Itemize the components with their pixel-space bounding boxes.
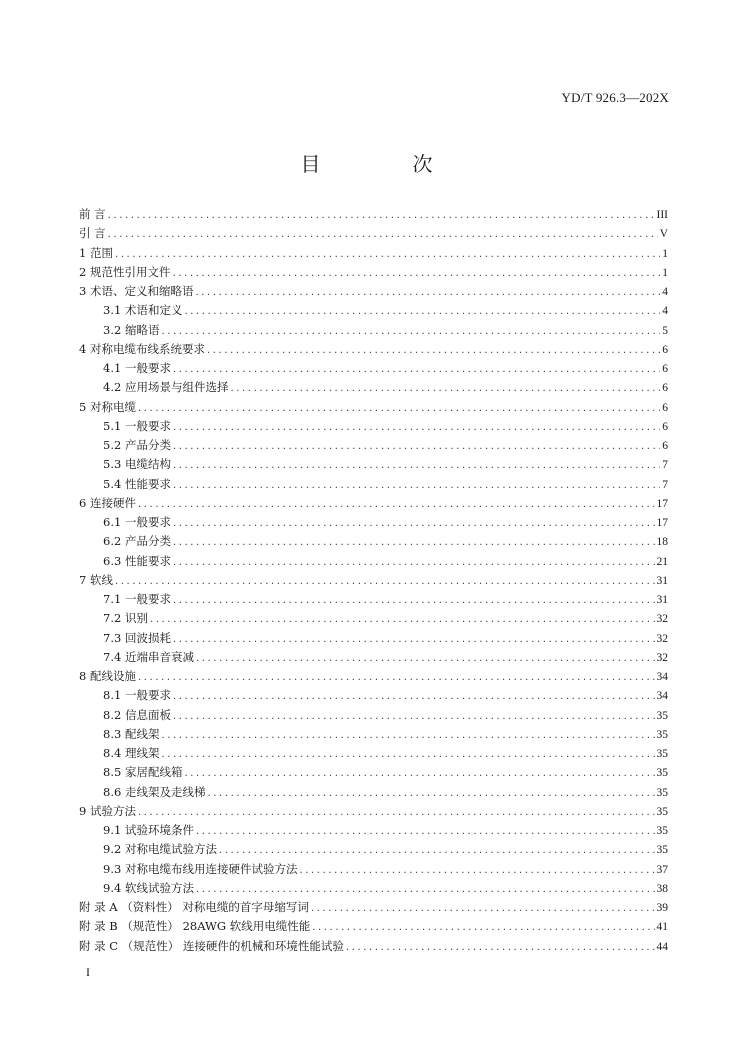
- toc-entry[interactable]: [79, 783, 668, 802]
- toc-leader-dots: [173, 553, 655, 572]
- toc-entry-page: 6: [662, 420, 668, 433]
- toc-entry-label: 6.3 性能要求: [103, 553, 171, 568]
- toc-entry-page: 37: [656, 863, 668, 876]
- toc-leader-dots: [196, 880, 655, 899]
- toc-leader-dots: [173, 533, 655, 552]
- toc-leader-dots: [115, 572, 655, 591]
- toc-leader-dots: [346, 938, 655, 957]
- toc-leader-dots: [150, 610, 655, 629]
- toc-entry-label: 8.1 一般要求: [103, 688, 171, 703]
- toc-entry-label: 8.4 理线架: [103, 746, 160, 760]
- toc-leader-dots: [184, 302, 660, 321]
- toc-entry-page: 17: [656, 497, 668, 510]
- toc-entry-label: 7.3 回波损耗: [103, 630, 171, 645]
- toc-entry-page: 7: [662, 478, 668, 491]
- toc-entry[interactable]: [79, 840, 668, 859]
- toc-entry-page: 6: [662, 343, 668, 356]
- toc-entry[interactable]: [79, 706, 668, 725]
- toc-entry-label: 3.2 缩略语: [103, 322, 160, 337]
- toc-leader-dots: [196, 822, 655, 841]
- toc-entry-page: 35: [656, 844, 668, 857]
- page-number: I: [86, 965, 90, 979]
- toc-entry-page: 5: [662, 324, 668, 337]
- toc-entry-page: 32: [656, 632, 668, 645]
- toc-entry[interactable]: [79, 667, 668, 686]
- toc-entry-page: 32: [656, 651, 668, 664]
- toc-leader-dots: [138, 668, 655, 687]
- toc-entry[interactable]: [79, 475, 668, 494]
- toc-entry-label: 7 软线: [79, 572, 113, 587]
- toc-entry-label: 9.1 试验环境条件: [103, 823, 194, 837]
- toc-entry[interactable]: [79, 648, 668, 667]
- toc-entry-page: V: [659, 228, 668, 241]
- toc-leader-dots: [184, 764, 654, 783]
- toc-entry-label: 3 术语、定义和缩略语: [79, 284, 194, 298]
- toc-leader-dots: [108, 225, 658, 244]
- toc-leader-dots: [312, 918, 654, 937]
- toc-entry-page: 35: [656, 825, 668, 837]
- toc-entry[interactable]: [79, 571, 668, 590]
- toc-entry[interactable]: [79, 725, 668, 744]
- toc-entry-page: 31: [656, 594, 668, 606]
- toc-entry-label: 引 言: [79, 226, 106, 241]
- toc-leader-dots: [138, 399, 660, 418]
- toc-entry[interactable]: [79, 879, 668, 898]
- toc-entry-page: 38: [656, 882, 668, 895]
- toc-entry-label: 1 范围: [79, 245, 113, 260]
- toc-entry[interactable]: [79, 590, 668, 609]
- toc-entry-page: 35: [656, 786, 668, 799]
- toc-entry[interactable]: [79, 340, 668, 359]
- toc-entry-page: 1: [662, 247, 668, 260]
- toc-entry-page: 6: [662, 440, 668, 452]
- toc-entry[interactable]: [79, 359, 668, 378]
- toc-leader-dots: [195, 283, 660, 302]
- toc-leader-dots: [173, 360, 660, 379]
- toc-entry-page: 21: [656, 555, 668, 568]
- toc-entry[interactable]: [79, 436, 668, 455]
- toc-entry[interactable]: [79, 513, 668, 532]
- toc-entry[interactable]: [79, 205, 668, 224]
- toc-entry-label: 4.1 一般要求: [103, 361, 171, 375]
- toc-entry-page: 34: [656, 671, 668, 683]
- toc-entry-page: 35: [656, 728, 668, 741]
- toc-leader-dots: [207, 341, 660, 360]
- toc-entry-label: 7.2 识别: [103, 611, 148, 626]
- toc-entry-label: 前 言: [79, 207, 106, 221]
- toc-entry-page: 32: [656, 613, 668, 626]
- toc-entry[interactable]: [79, 860, 668, 879]
- toc-entry-page: 35: [656, 748, 668, 760]
- toc-entry[interactable]: [79, 898, 668, 917]
- toc-entry[interactable]: [79, 321, 668, 340]
- toc-entry-page: 41: [656, 921, 668, 934]
- toc-entry-page: 34: [656, 690, 668, 703]
- toc-entry-page: 18: [656, 536, 668, 549]
- document-code: YD/T 926.3—202X: [561, 90, 669, 105]
- toc-entry-page: 17: [656, 517, 668, 529]
- toc-entry[interactable]: [79, 552, 668, 571]
- toc-leader-dots: [173, 418, 660, 437]
- toc-entry[interactable]: [79, 821, 668, 840]
- toc-leader-dots: [196, 649, 655, 668]
- toc-entry[interactable]: [79, 224, 668, 243]
- toc-leader-dots: [173, 437, 660, 456]
- toc-leader-dots: [161, 745, 654, 764]
- table-of-contents: [79, 205, 668, 956]
- toc-leader-dots: [108, 206, 655, 225]
- toc-leader-dots: [173, 591, 655, 610]
- toc-entry[interactable]: [79, 301, 668, 320]
- toc-entry-page: 35: [656, 767, 668, 780]
- toc-entry-label: 4.2 应用场景与组件选择: [103, 380, 229, 395]
- toc-entry-page: 7: [662, 459, 668, 472]
- toc-entry-page: III: [656, 209, 668, 221]
- toc-entry[interactable]: [79, 937, 668, 956]
- toc-entry-label: 9 试验方法: [79, 803, 136, 818]
- toc-entry-label: 8.6 走线架及走线梯: [103, 784, 206, 799]
- toc-entry-label: 7.1 一般要求: [103, 592, 171, 606]
- toc-leader-dots: [161, 322, 660, 341]
- toc-entry[interactable]: [79, 455, 668, 474]
- toc-entry-label: 附 录 A （资料性） 对称电缆的首字母缩写词: [79, 900, 309, 914]
- toc-leader-dots: [172, 264, 660, 283]
- toc-entry-page: 6: [662, 401, 668, 414]
- toc-entry[interactable]: [79, 917, 668, 936]
- toc-entry-page: 6: [662, 382, 668, 395]
- toc-leader-dots: [138, 495, 655, 514]
- toc-entry-page: 39: [656, 902, 668, 914]
- toc-leader-dots: [161, 726, 654, 745]
- toc-entry-page: 44: [656, 940, 668, 953]
- toc-entry[interactable]: [79, 494, 668, 513]
- toc-entry-label: 5.3 电缆结构: [103, 457, 171, 472]
- toc-entry[interactable]: [79, 744, 668, 763]
- toc-leader-dots: [173, 687, 655, 706]
- toc-entry[interactable]: [79, 609, 668, 628]
- toc-entry[interactable]: [79, 802, 668, 821]
- toc-entry-label: 2 规范性引用文件: [79, 264, 171, 279]
- toc-entry-label: 4 对称电缆布线系统要求: [79, 341, 205, 356]
- toc-entry-label: 5.1 一般要求: [103, 418, 171, 433]
- toc-leader-dots: [173, 456, 660, 475]
- toc-entry[interactable]: [79, 244, 668, 263]
- toc-entry[interactable]: [79, 282, 668, 301]
- toc-entry-page: 31: [656, 574, 668, 587]
- toc-entry[interactable]: [79, 378, 668, 397]
- toc-entry-label: 附 录 B （规范性） 28AWG 软线用电缆性能: [79, 919, 311, 934]
- toc-entry-label: 6.2 产品分类: [103, 534, 171, 549]
- toc-leader-dots: [311, 899, 655, 918]
- toc-entry-label: 8 配线设施: [79, 669, 136, 683]
- toc-entry[interactable]: [79, 398, 668, 417]
- toc-entry[interactable]: [79, 532, 668, 551]
- toc-leader-dots: [207, 784, 654, 803]
- toc-entry-page: 4: [662, 286, 668, 298]
- toc-entry-label: 5.4 性能要求: [103, 476, 171, 491]
- toc-entry-label: 5 对称电缆: [79, 399, 136, 414]
- toc-entry-label: 5.2 产品分类: [103, 438, 171, 452]
- toc-leader-dots: [230, 379, 660, 398]
- toc-title: 目 次: [300, 152, 469, 176]
- toc-entry[interactable]: [79, 417, 668, 436]
- toc-entry[interactable]: [79, 763, 668, 782]
- toc-leader-dots: [173, 707, 655, 726]
- toc-leader-dots: [219, 841, 655, 860]
- toc-entry-label: 附 录 C （规范性） 连接硬件的机械和环境性能试验: [79, 938, 344, 953]
- toc-entry-label: 3.1 术语和定义: [103, 303, 183, 318]
- toc-entry-page: 35: [656, 805, 668, 818]
- toc-leader-dots: [173, 476, 660, 495]
- toc-entry-label: 7.4 近端串音衰减: [103, 649, 194, 664]
- toc-leader-dots: [299, 861, 654, 880]
- toc-entry-label: 6.1 一般要求: [103, 515, 171, 529]
- toc-entry-page: 1: [662, 266, 668, 279]
- toc-entry[interactable]: [79, 686, 668, 705]
- toc-entry-page: 6: [662, 363, 668, 375]
- toc-entry-label: 9.2 对称电缆试验方法: [103, 842, 217, 857]
- toc-entry[interactable]: [79, 263, 668, 282]
- toc-leader-dots: [115, 245, 660, 264]
- toc-entry-page: 4: [662, 305, 668, 318]
- toc-entry-label: 9.4 软线试验方法: [103, 880, 194, 895]
- toc-leader-dots: [173, 630, 655, 649]
- toc-entry-label: 8.3 配线架: [103, 726, 160, 741]
- toc-entry-label: 6 连接硬件: [79, 495, 136, 510]
- toc-entry-label: 8.5 家居配线箱: [103, 765, 183, 780]
- toc-entry[interactable]: [79, 629, 668, 648]
- toc-leader-dots: [138, 803, 655, 822]
- toc-entry-page: 35: [656, 709, 668, 722]
- toc-entry-label: 9.3 对称电缆布线用连接硬件试验方法: [103, 861, 298, 876]
- toc-entry-label: 8.2 信息面板: [103, 707, 171, 722]
- toc-leader-dots: [173, 514, 655, 533]
